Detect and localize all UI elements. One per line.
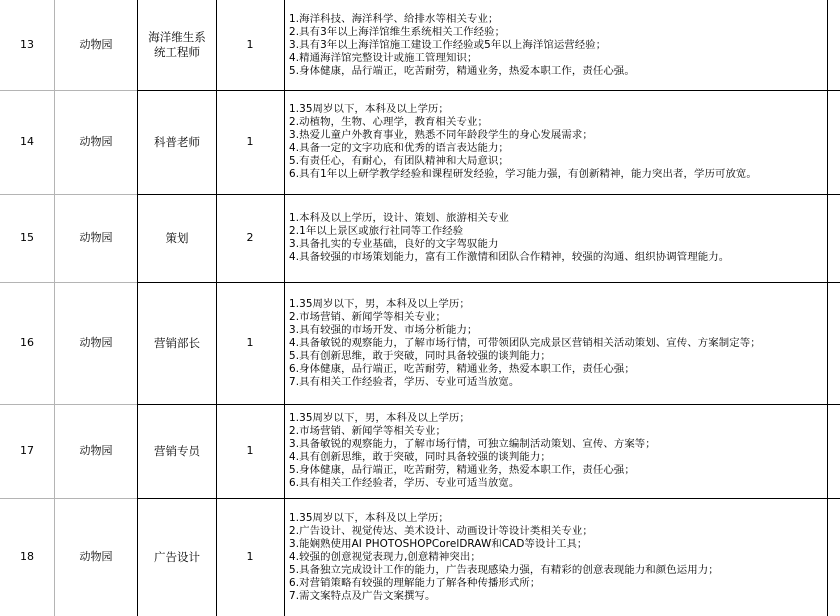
requirement-line: 2.广告设计、视觉传达、美术设计、动画设计等设计类相关专业；	[289, 524, 593, 537]
headcount: 1	[246, 444, 254, 457]
requirement-line: 4.具备较强的市场策划能力，富有工作激情和团队合作精神，较强的沟通、组织协调管理能力。	[289, 251, 730, 263]
requirement-line: 3.能娴熟使用AI PHOTOSHOPCorelDRAW和CAD等设计工具；	[289, 537, 588, 550]
requirement-line: 1.海洋科技、海洋科学、给排水等相关专业；	[289, 12, 499, 25]
headcount: 2	[246, 231, 254, 244]
grid-line	[137, 404, 840, 405]
headcount: 1	[246, 135, 254, 148]
requirement-line: 2.具有3年以上海洋馆维生系统相关工作经验；	[289, 25, 506, 38]
requirement-line: 4.具有创新思维，敢于突破，同时具备较强的谈判能力；	[289, 451, 551, 463]
requirements-cell	[284, 194, 840, 282]
requirement-line: 2.市场营销、新闻学等相关专业；	[289, 310, 446, 323]
requirements-list	[289, 13, 635, 78]
grid-line	[137, 194, 840, 195]
requirement-line: 4.具备敏锐的观察能力，了解市场行情，可带领团队完成景区营销相关活动策划、宣传、方案制定等；	[289, 336, 761, 349]
grid-line	[137, 498, 840, 499]
requirement-line: 4.具备一定的文字功底和优秀的语言表达能力；	[289, 142, 509, 154]
position-title: 广告设计	[154, 549, 200, 564]
requirement-line: 3.具有较强的市场开发、市场分析能力；	[289, 323, 478, 336]
position-title: 科普老师	[154, 134, 200, 149]
requirements-list	[289, 103, 757, 181]
grid-line	[54, 0, 55, 616]
row-number: 18	[20, 550, 34, 563]
requirements-cell	[284, 0, 840, 90]
position-title: 策划	[165, 230, 189, 245]
grid-line	[137, 90, 840, 91]
requirements-list	[289, 412, 656, 490]
requirement-line: 2.动植物，生物、心理学，教育相关专业；	[289, 116, 488, 128]
requirement-line: 6.对营销策略有较强的理解能力了解各种传播形式所；	[289, 576, 541, 589]
headcount: 1	[246, 550, 254, 563]
requirement-line: 6.身体健康，品行端正，吃苦耐劳，精通业务，热爱本职工作，责任心强；	[289, 362, 635, 375]
headcount: 1	[246, 38, 254, 51]
table-row	[0, 194, 840, 282]
table-row	[0, 282, 840, 404]
requirement-line: 1.35周岁以下，男，本科及以上学历；	[289, 297, 470, 310]
table-row	[0, 498, 840, 616]
grid-line	[137, 282, 840, 283]
row-number: 15	[20, 231, 34, 244]
department: 动物园	[79, 550, 113, 563]
requirement-line: 1.35周岁以下，本科及以上学历；	[289, 511, 449, 524]
requirement-line: 5.身体健康，品行端正，吃苦耐劳，精通业务，热爱本职工作，责任心强；	[289, 464, 635, 476]
requirements-cell	[284, 90, 840, 194]
row-number: 17	[20, 444, 34, 457]
table-row	[0, 0, 840, 90]
department: 动物园	[79, 135, 113, 148]
table-row	[0, 404, 840, 498]
grid-line	[284, 0, 285, 616]
requirement-line: 3.热爱儿童户外教育事业，熟悉不同年龄段学生的身心发展需求；	[289, 129, 593, 141]
requirement-line: 3.具有3年以上海洋馆施工建设工作经验或5年以上海洋馆运营经验；	[289, 38, 607, 51]
requirement-line: 7.需文案特点及广告文案撰写。	[289, 589, 436, 602]
position-title	[138, 0, 216, 90]
department: 动物园	[79, 231, 113, 244]
grid-line	[216, 0, 217, 616]
requirements-cell	[284, 282, 840, 404]
requirement-line: 2.1年以上景区或旅行社同等工作经验	[289, 225, 464, 237]
requirements-cell	[284, 498, 840, 616]
position-title-text: 海洋维生系统工程师	[148, 30, 206, 59]
row-number: 14	[20, 135, 34, 148]
requirement-line: 1.本科及以上学历，设计、策划、旅游相关专业	[289, 212, 509, 224]
requirement-line: 2.市场营销、新闻学等相关专业；	[289, 425, 446, 437]
requirement-line: 1.35周岁以下，本科及以上学历；	[289, 103, 449, 115]
row-number: 16	[20, 336, 34, 349]
requirements-list	[289, 212, 729, 264]
grid-line	[827, 0, 828, 616]
requirements-cell	[284, 404, 840, 498]
position-title: 营销专员	[154, 443, 200, 458]
table-row	[0, 90, 840, 194]
department: 动物园	[79, 336, 113, 349]
department: 动物园	[79, 444, 113, 457]
position-title: 营销部长	[154, 335, 200, 350]
requirements-list	[289, 512, 719, 603]
requirement-line: 4.较强的创意视觉表现力,创意精神突出；	[289, 550, 481, 563]
headcount: 1	[246, 336, 254, 349]
grid-line	[137, 0, 138, 616]
requirement-line: 5.具有创新思维，敢于突破，同时具备较强的谈判能力；	[289, 349, 551, 362]
requirement-line: 3.具备扎实的专业基础，良好的文字驾驭能力	[289, 238, 499, 250]
requirement-line: 7.具有相关工作经验者，学历、专业可适当放宽。	[289, 375, 520, 388]
requirement-line: 6.具有1年以上研学教学经验和课程研发经验，学习能力强，有创新精神，能力突出者，学历可放宽。	[289, 168, 757, 180]
requirement-line: 5.有责任心，有耐心，有团队精神和大局意识；	[289, 155, 509, 167]
row-number: 13	[20, 38, 34, 51]
requirement-line: 4.精通海洋馆完整设计或施工管理知识；	[289, 51, 478, 64]
requirement-line: 5.身体健康，品行端正，吃苦耐劳，精通业务，热爱本职工作，责任心强。	[289, 64, 635, 77]
requirement-line: 6.具有相关工作经验者，学历、专业可适当放宽。	[289, 477, 520, 489]
requirement-line: 5.具备独立完成设计工作的能力，广告表现感染力强，有精彩的创意表现能力和颜色运用力；	[289, 563, 719, 576]
requirement-line: 3.具备敏锐的观察能力，了解市场行情，可独立编制活动策划、宣传、方案等；	[289, 438, 656, 450]
requirements-list	[289, 298, 761, 389]
requirement-line: 1.35周岁以下，男，本科及以上学历；	[289, 412, 470, 424]
department: 动物园	[79, 38, 113, 51]
